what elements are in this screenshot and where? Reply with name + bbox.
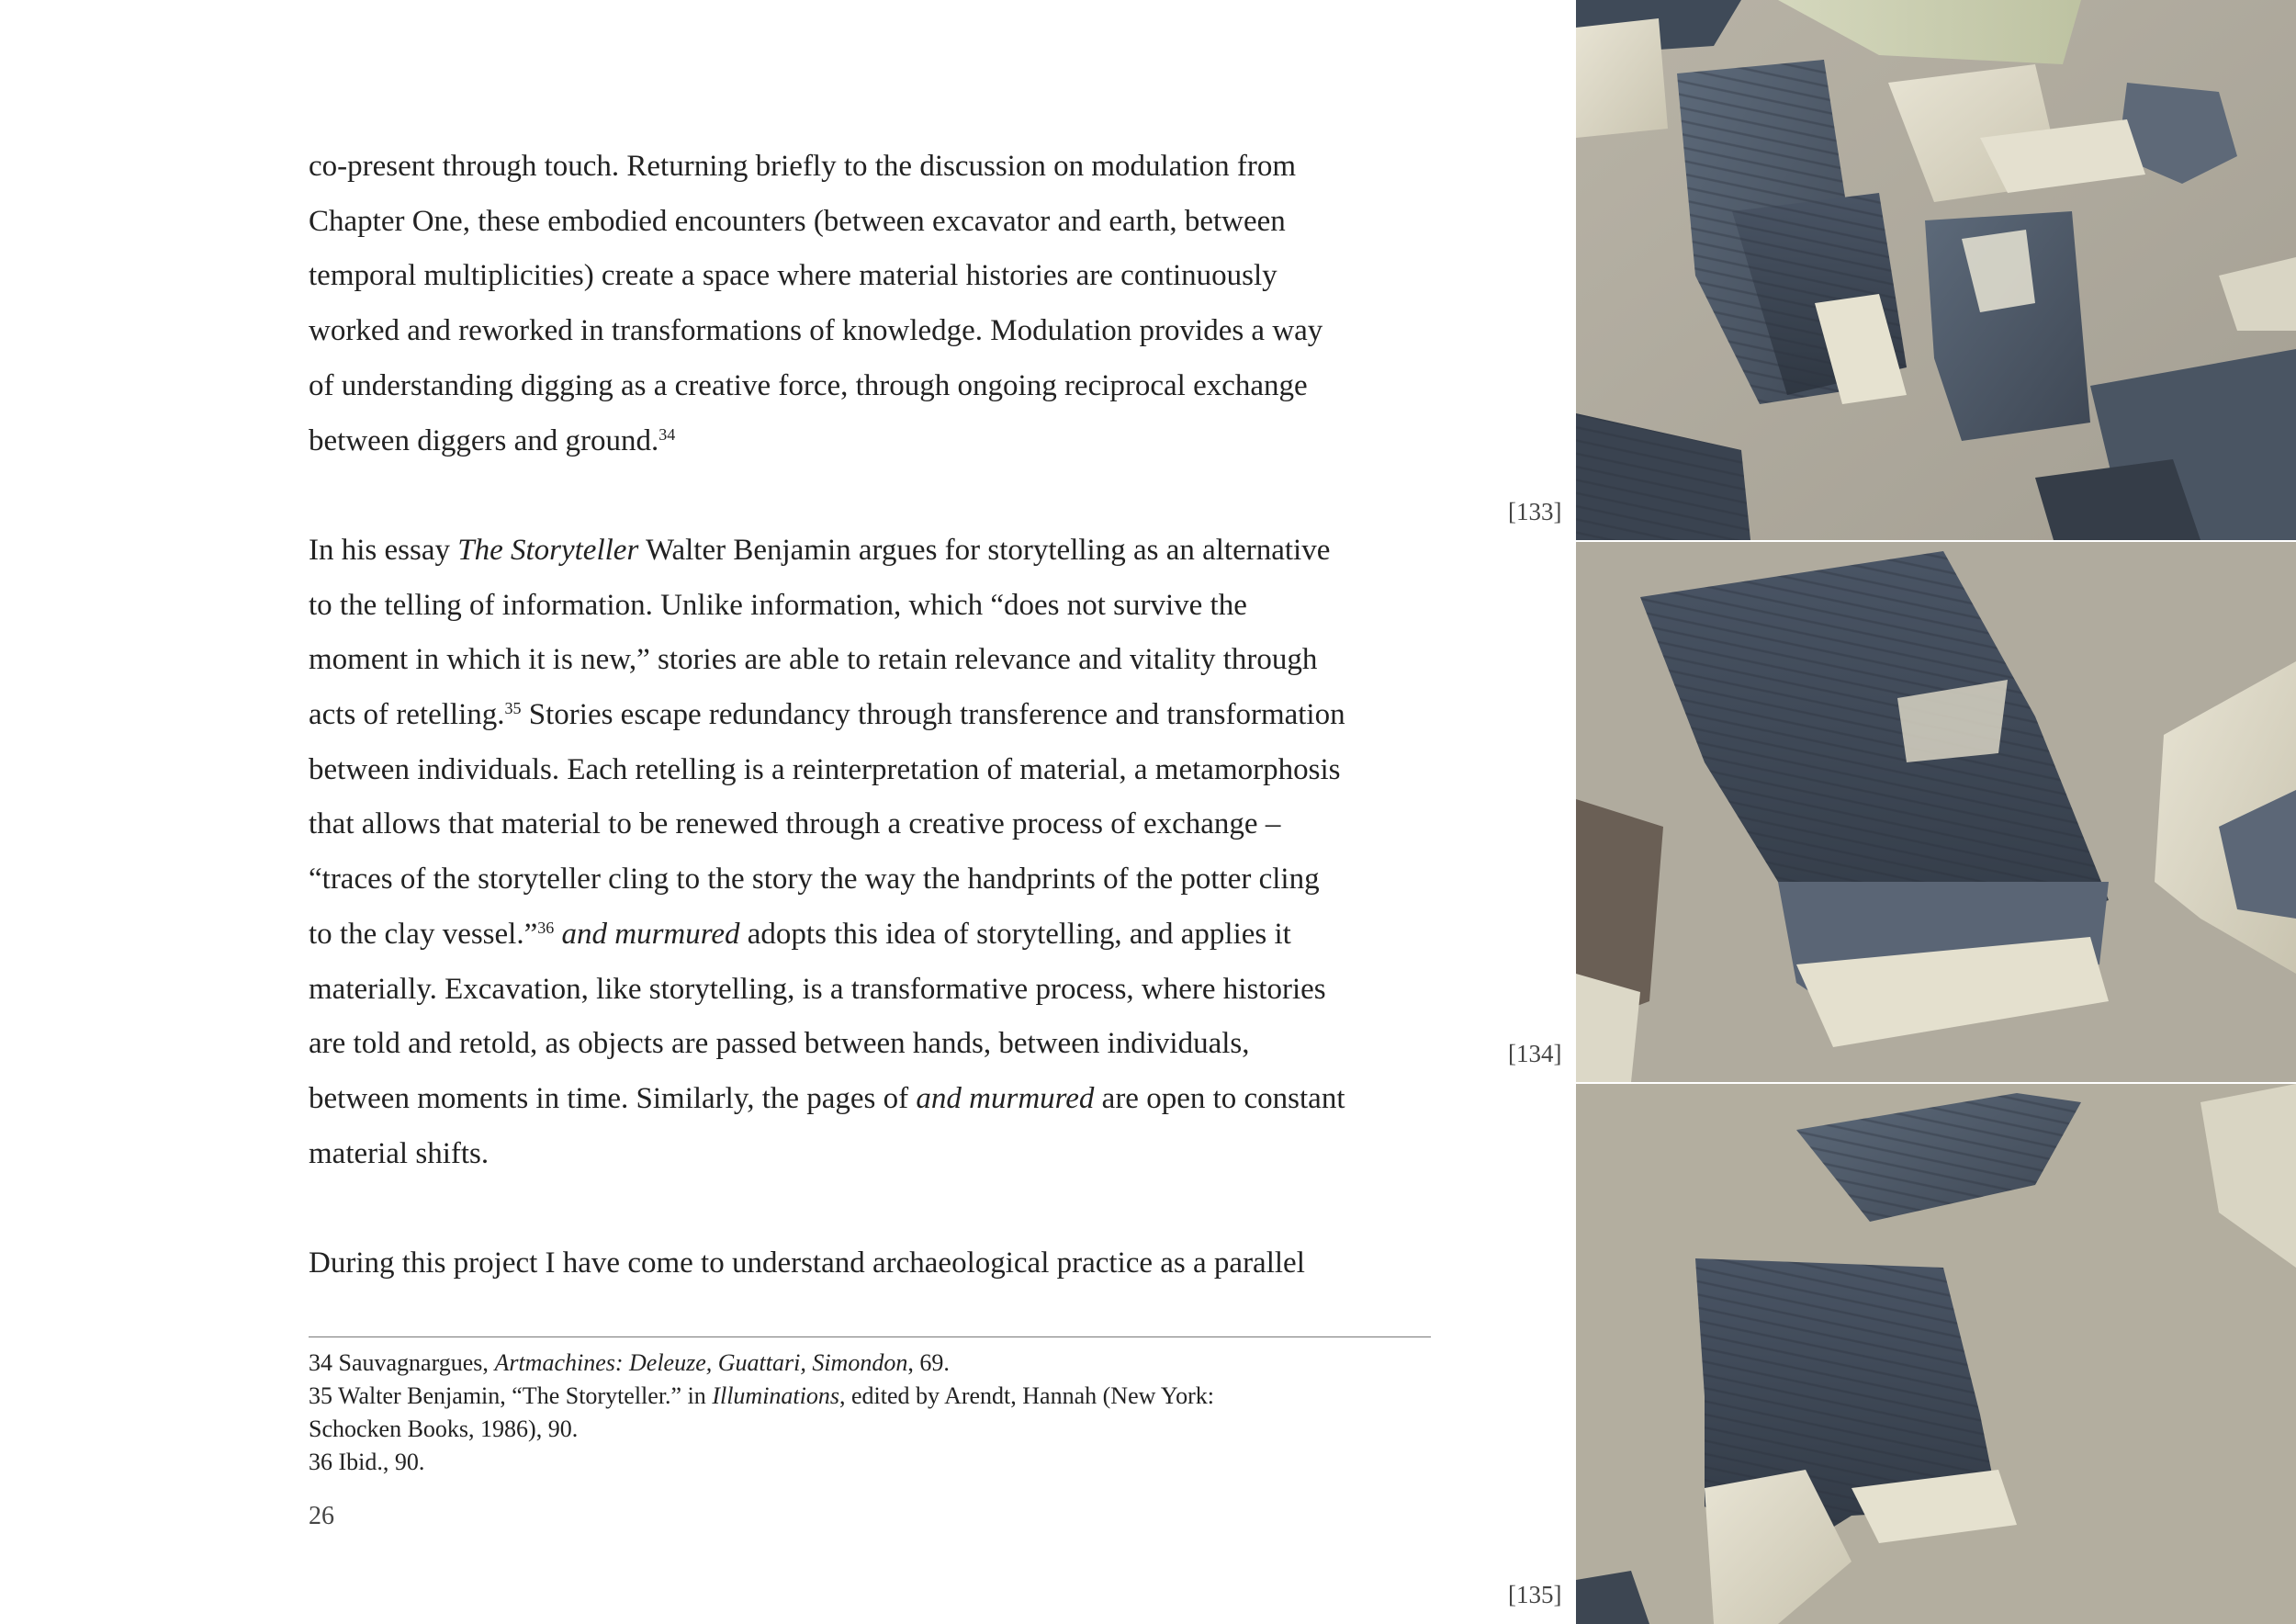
text-line: that allows that material to be renewed through a creative process of exchange –: [309, 807, 1281, 841]
footnote-34: 34 Sauvagnargues, Artmachines: Deleuze, Guattari, Simondon, 69.: [309, 1349, 950, 1376]
text-line: acts of retelling.: [309, 698, 505, 732]
text-line: “traces of the storyteller cling to the story the way the handprints of the potter cling: [309, 863, 1320, 897]
text-line: moment in which it is new,” stories are able to retain relevance and vitality through: [309, 643, 1318, 677]
text-line: to the clay vessel.”: [309, 917, 538, 951]
text-line: to the telling of information. Unlike information, which “does not survive the: [309, 588, 1247, 622]
text-line: between individuals. Each retelling is a reinterpretation of material, a metamorphosis: [309, 752, 1341, 786]
italic-title: and murmured: [561, 917, 740, 951]
text-line: In his essay: [309, 533, 458, 567]
italic-title: The Storyteller: [457, 533, 639, 567]
text-line: are told and retold, as objects are passed between hands, between individuals,: [309, 1027, 1250, 1061]
paragraph-2: [309, 524, 1438, 1181]
text-line: material shifts.: [309, 1136, 490, 1170]
text-line: Stories escape redundancy through transference and transformation: [521, 698, 1345, 732]
photo-column: [1576, 0, 2296, 1624]
paragraph-1: [309, 140, 1438, 468]
photo-134: [1576, 542, 2296, 1082]
photo-135: [1576, 1084, 2296, 1624]
text-line: materially. Excavation, like storytelling, is a transformative process, where histories: [309, 972, 1326, 1006]
figure-label-133: [133]: [1508, 498, 1562, 525]
figure-label-135: [135]: [1508, 1581, 1562, 1608]
text-line: between diggers and ground.: [309, 423, 659, 457]
footnote-ref-35[interactable]: 35: [504, 699, 522, 718]
footnote-ref-36[interactable]: 36: [537, 918, 555, 937]
text-line: between moments in time. Similarly, the pages of: [309, 1081, 917, 1115]
footnote-ref-34[interactable]: 34: [658, 424, 676, 444]
page-number: 26: [309, 1502, 334, 1530]
footnote-35: 35 Walter Benjamin, “The Storyteller.” in Illuminations, edited by Arendt, Hannah (New York: Schocken Books, 1986), 90.: [309, 1382, 1214, 1442]
text-line: worked and reworked in transformations of knowledge. Modulation provides a way: [309, 314, 1323, 348]
paragraph-3: [309, 1236, 1438, 1291]
text-line: Walter Benjamin argues for storytelling as an alternative: [638, 533, 1331, 567]
text-line: of understanding digging as a creative force, through ongoing reciprocal exchange: [309, 368, 1308, 402]
footnote-36: 36 Ibid., 90.: [309, 1449, 425, 1475]
main-text: [309, 140, 1438, 1291]
italic-title: and murmured: [916, 1081, 1095, 1115]
text-line: co-present through touch. Returning briefly to the discussion on modulation from: [309, 150, 1297, 183]
text-line: are open to constant: [1094, 1081, 1345, 1115]
text-line: Chapter One, these embodied encounters (between excavator and earth, between: [309, 204, 1286, 238]
text-line: During this project I have come to understand archaeological practice as a parallel: [309, 1246, 1305, 1280]
figure-label-134: [134]: [1508, 1040, 1562, 1067]
photo-133: [1576, 0, 2296, 540]
text-line: adopts this idea of storytelling, and applies it: [739, 917, 1291, 951]
text-line: temporal multiplicities) create a space where material histories are continuously: [309, 259, 1277, 293]
footnotes: [309, 1336, 1431, 1479]
